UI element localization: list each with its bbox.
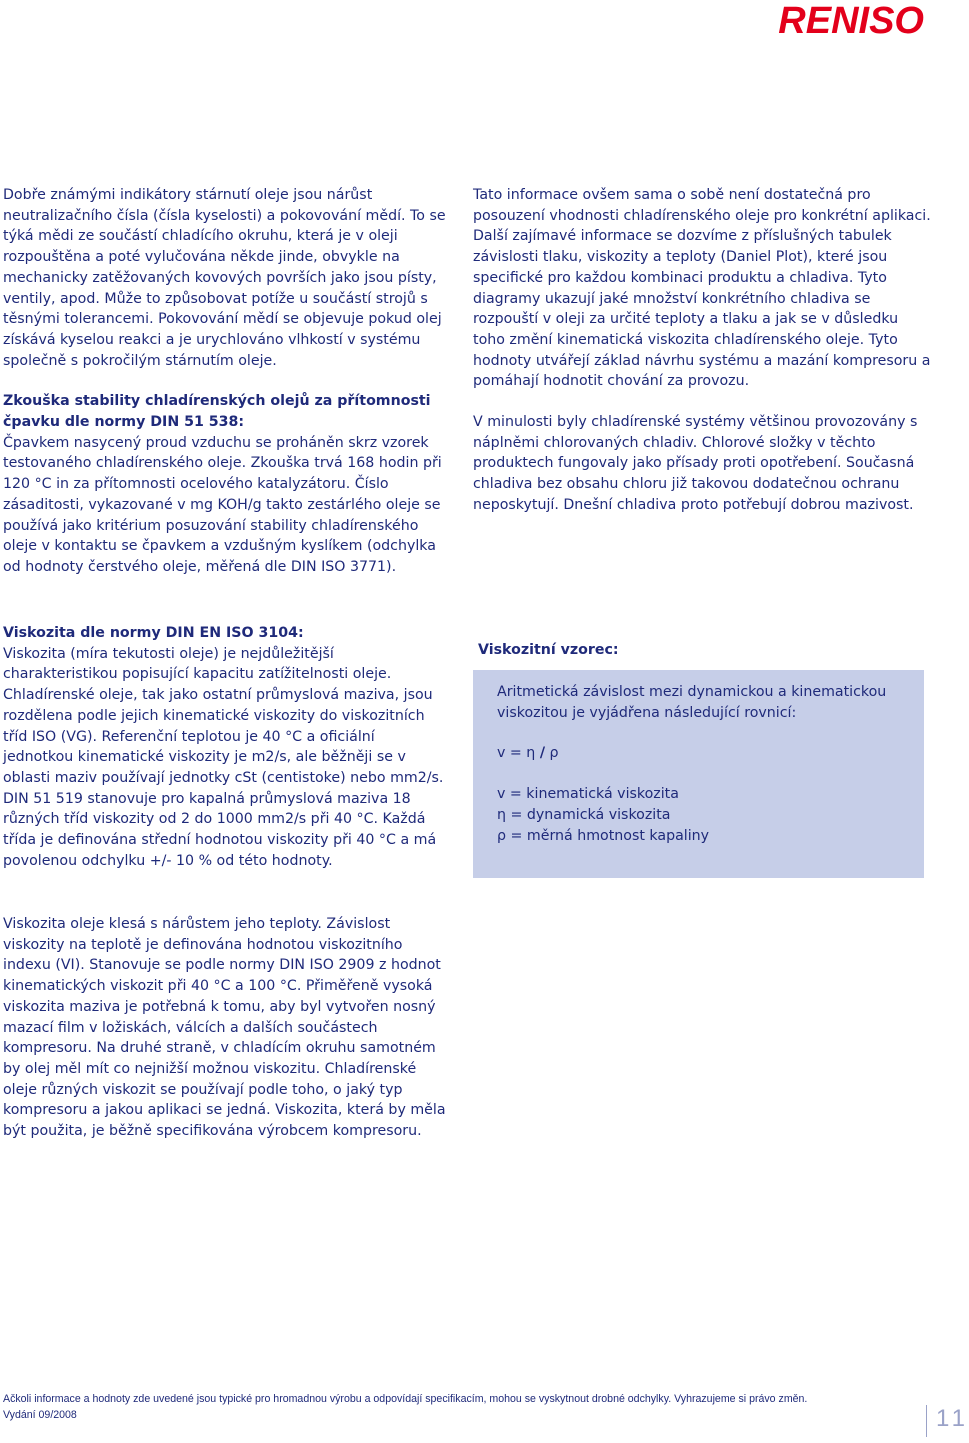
heading-formula-text: Viskozitní vzorec: [478, 642, 619, 658]
formula-box [473, 670, 924, 878]
formula-equation [497, 743, 900, 764]
formula-eq-right: ρ [545, 745, 559, 762]
paragraph-daniel-plot: Tato informace ovšem sama o sobě není dostatečná pro posouzení vhodnosti chladírenského oleje pro konkrétní aplikaci. Další zajímavé informace se dozvíme z příslušných tabulek závislosti tlaku, viskozity a teploty (Daniel Plot), které jsou specifické pro každou kombinaci produktu a chladiva. Tyto diagramy ukazují jaké množství konkrétního chladiva se rozpouští v oleji za určité teploty a tlaku a jak se v důsledku toho změní kinematická viskozita chladírenského oleje. Tyto hodnoty utvářejí základ návrhu systému a mazání kompresoru a pomáhají hodnotit chování za provozu. [473, 187, 931, 390]
paragraph-viscosity-classes: Viskozita (míra tekutosti oleje) je nejdůležitější charakteristikou popisující kapacitu zatížitelnosti oleje. Chladírenské oleje, tak jako ostatní průmyslová maziva, jsou rozdělena podle jejich kinematické viskozity do viskozitních tříd ISO (VG). Referenční teplotou je 40 °C a oficiální jednotkou kinematické viskozity je m2/s, ale běžněji se v oblasti maziv používají jednotky cSt (centistoke) nebo mm2/s. DIN 51 519 stanovuje pro kapalná průmyslová maziva 18 různých tříd viskozity od 2 do 1000 mm2/s při 40 °C. Každá třída je definována střední hodnotou viskozity při 40 °C a má povolenou odchylku +/- 10 % od této hodnoty. [3, 645, 444, 869]
paragraph-ammonia-test: Čpavkem nasycený proud vzduchu se proháněn skrz vzorek testovaného chladírenského oleje. Zkouška trvá 168 hodin při 120 °C in za přítomnosti ocelového katalyzátoru. Číslo zásaditosti, vykazované v mg KOH/g takto zestárlého oleje se používá jako kritérium posuzování stability chladírenského oleje v kontaktu se čpavkem a vzdušným kyslíkem (odchylka od hodnoty čerstvého oleje, měřená dle DIN ISO 3771). [3, 434, 442, 575]
heading-viscosity: Viskozita dle normy DIN EN ISO 3104: [3, 625, 304, 641]
heading-ammonia-stability: Zkouška stability chladírenských olejů za přítomnosti čpavku dle normy DIN 51 538: [3, 393, 431, 431]
paragraph-chlorinated-refrigerants: V minulosti byly chladírenské systémy většinou provozovány s náplněmi chlorovaných chladiv. Chlorové složky v těchto produktech fungovaly jako přísady proti opotřebení. Současná chladiva bez obsahu chloru již takovou dodatečnou ochranu neposkytují. Dnešní chladiva proto potřebují dobrou mazivost. [473, 414, 918, 513]
formula-def-density: ρ = měrná hmotnost kapaliny [497, 827, 710, 844]
page-number: 11 [936, 1405, 969, 1432]
left-column [3, 185, 448, 578]
heading-formula [478, 640, 619, 661]
formula-intro: Aritmetická závislost mezi dynamickou a kinematickou viskozitou je vyjádřena následující rovnicí: [497, 684, 887, 721]
page-number-divider [926, 1405, 927, 1437]
formula-def-kinematic: v = kinematická viskozita [497, 786, 679, 803]
formula-eq-left: v = η [497, 745, 540, 762]
right-column [473, 185, 933, 516]
left-column-viscosity [3, 623, 448, 871]
footer-edition: Vydání 09/2008 [3, 1409, 77, 1421]
footer-disclaimer: Ačkoli informace a hodnoty zde uvedené jsou typické pro hromadnou výrobu a odpovídají specifikacím, mohou se vyskytnout drobné odchylky. Vyhrazujeme si právo změn. [3, 1393, 808, 1405]
formula-eq-operator: / [539, 745, 545, 762]
formula-def-dynamic: η = dynamická viskozita [497, 806, 671, 823]
left-column-viscosity-index [3, 914, 448, 1142]
paragraph-viscosity-index: Viskozita oleje klesá s nárůstem jeho teploty. Závislost viskozity na teplotě je definována hodnotou viskozitního indexu (VI). Stanovuje se podle normy DIN ISO 2909 z hodnot kinematických viskozit při 40 °C a 100 °C. Přiměřeně vysoká viskozita maziva je potřebná k tomu, aby byl vytvořen nosný mazací film v ložiskách, válcích a dalších součástech kompresoru. Na druhé straně, v chladícím okruhu samotném by olej měl mít co nejnižší možnou viskozitu. Chladírenské oleje různých viskozit se používají podle toho, o jaký typ kompresoru a jakou aplikaci se jedná. Viskozita, která by měla být použita, je běžně specifikována výrobcem kompresoru. [3, 916, 446, 1140]
paragraph-copper-plating: Dobře známými indikátory stárnutí oleje jsou nárůst neutralizačního čísla (čísla kyselosti) a pokovování mědí. To se týká mědi ze součástí chladícího okruhu, která je v oleji rozpouštěna a poté vylučována někde jinde, obvykle na mechanicky zatěžovaných kovových površích jako jsou písty, ventily, apod. Může to způsobovat potíže u součástí strojů s těsnými tolerancemi. Pokovování mědí se objevuje pokud olej získává kyselou reakci a je urychlováno vlhkostí v systému společně s pokročilým stárnutím oleje. [3, 187, 446, 369]
reniso-logo: RENISO [778, 0, 924, 42]
footer [3, 1391, 807, 1423]
